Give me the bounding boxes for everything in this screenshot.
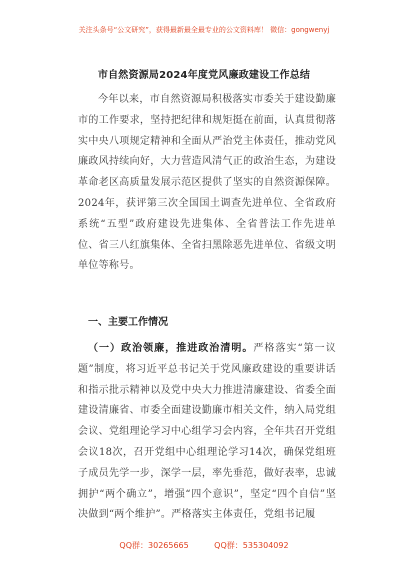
qq-value-1: 30265665	[148, 541, 189, 550]
document-title: 市自然资源局2024年度党风廉政建设工作总结	[97, 70, 311, 81]
qq-value-2: 535304092	[242, 541, 289, 550]
qq-label-2: QQ群：	[214, 541, 243, 550]
promo-banner: 关注头条号“公文研究”，获得最新最全最专业的公文资料库！ 微信：gongwenyj	[78, 26, 330, 34]
footer-contact	[0, 540, 408, 551]
subsection-paragraph	[78, 339, 336, 526]
section-heading: 一、主要工作情况	[88, 317, 168, 328]
intro-paragraph: 今年以来，市自然资源局积极落实市委关于建设勤廉市的工作要求，坚持把纪律和规矩挺在前面，认真贯彻落实中央八项规定精神和全面从严治党主体责任，推动党风廉政风持续向好，大力营造风清气正的政治生态，为建设革命老区高质量发展示范区提供了坚实的自然资源保障。2024年，获评第三次全国国土调查先进单位、全省政府系统“五型”政府建设先进集体、全省普法工作先进单位、省三八红旗集体、全省扫黑除恶先进单位、省级文明单位等称号。	[78, 94, 336, 272]
subsection-lead: （一）政治领廉，推进政治清明。	[88, 343, 254, 354]
qq-label-1: QQ群：	[119, 541, 149, 550]
subsection-body: 严格落实“第一议题”制度，将习近平总书记关于党风廉政建设的重要讲话和指示批示精神以及党中央大力推进清廉建设、省委全面建设清廉省、市委全面建设勤廉市相关文件，纳入局党组会议、党组理论学习中心组学习会内容，全年共召开党组会议18次，召开党组中心组理论学习14次，确保党组班子成员先学一步，深学一层，率先垂范，做好表率，忠诚拥护“两个确立”，增强“四个意识”，坚定“四个自信”坚决做到“两个维护”。严格落实主体责任，党组书记履	[78, 343, 337, 521]
